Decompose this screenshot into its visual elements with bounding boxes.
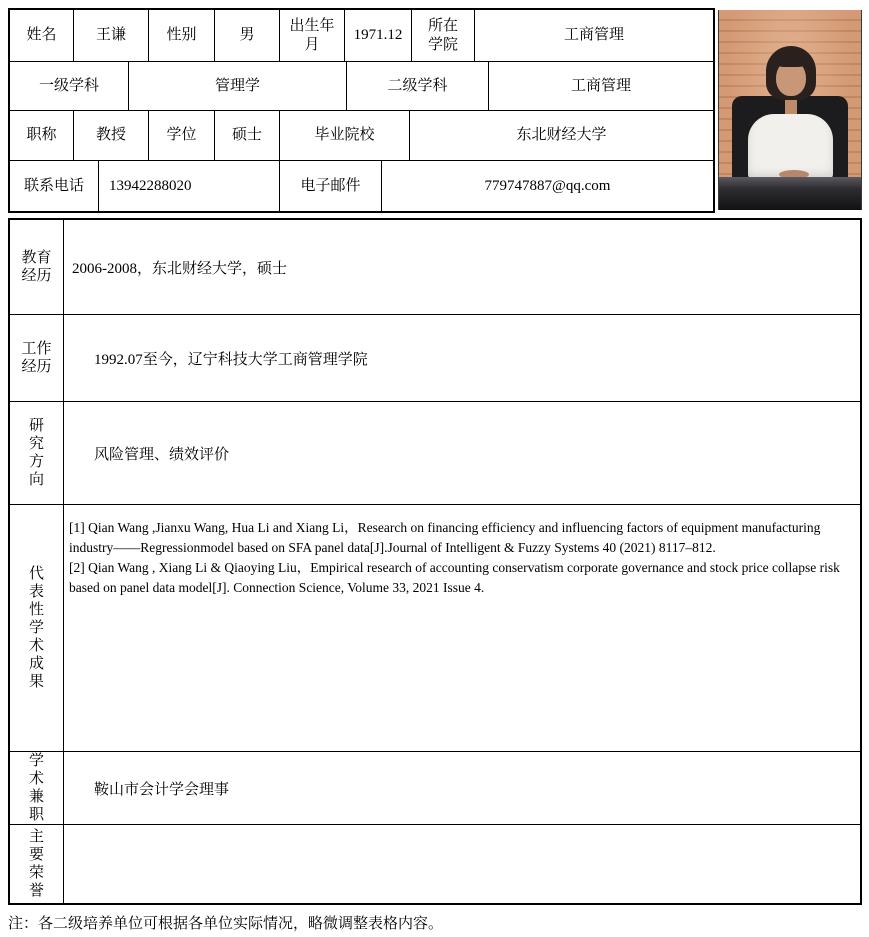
work-content: 1992.07至今，辽宁科技大学工商管理学院	[94, 351, 368, 368]
discipline2-label: 二级学科	[347, 62, 489, 110]
row-title-degree	[10, 111, 713, 161]
publications-row	[10, 505, 860, 752]
parttime-label: 学术兼职	[10, 752, 64, 824]
research-row	[10, 402, 860, 505]
graduate-label: 毕业院校	[280, 111, 410, 160]
discipline1-value: 管理学	[129, 62, 347, 110]
title-value: 教授	[74, 111, 149, 160]
college-value: 工商管理	[563, 27, 624, 44]
parttime-content: 鞍山市会计学会理事	[94, 781, 230, 798]
cv-sections-table	[8, 218, 862, 905]
desk	[719, 177, 861, 210]
birth-label: 出生年月	[280, 10, 345, 61]
degree-label: 学位	[149, 111, 215, 160]
publication-item: [1] Qian Wang ,Jianxu Wang, Hua Li and Xiang Li，Research on financing efficiency and influencing factors of equipment manufacturing industry——Regressionmodel based on SFA panel data[J].Journal of Intelligent & Fuzzy Systems 40 (2021) 8117–812.	[69, 520, 821, 555]
education-row	[10, 220, 860, 315]
personal-info-table	[8, 8, 715, 213]
education-content: 2006-2008，东北财经大学，硕士	[72, 260, 287, 277]
research-content: 风险管理、绩效评价	[94, 446, 230, 463]
honors-label: 主要荣誉	[10, 825, 64, 903]
birth-value: 1971.12	[345, 10, 412, 61]
discipline2-value: 工商管理	[570, 77, 631, 94]
publications-content	[64, 505, 860, 751]
honors-row	[10, 825, 860, 903]
degree-value: 硕士	[215, 111, 280, 160]
discipline1-label: 一级学科	[10, 62, 129, 110]
footer-note: 注：各二级培养单位可根据各单位实际情况，略微调整表格内容。	[8, 916, 444, 932]
gender-value: 男	[215, 10, 280, 61]
name-value: 王谦	[74, 10, 149, 61]
row-disciplines	[10, 62, 713, 111]
gender-label: 性别	[149, 10, 215, 61]
row-contact	[10, 161, 713, 211]
parttime-row	[10, 752, 860, 825]
work-label: 工作经历	[10, 315, 64, 401]
college-label: 所在学院	[412, 10, 475, 61]
phone-value: 13942288020	[99, 161, 280, 211]
email-label: 电子邮件	[280, 161, 382, 211]
title-label: 职称	[10, 111, 74, 160]
publications-label: 代表性学术成果	[10, 505, 64, 751]
publication-item: [2] Qian Wang , Xiang Li & Qiaoying Liu，Empirical research of accounting conservatism corporate governance and stock price collapse risk based on panel data model[J]. Connection Science, Volume 33, 2021 Issue 4.	[69, 560, 840, 595]
email-value: 779747887@qq.com	[484, 177, 611, 194]
research-label: 研究方向	[10, 402, 64, 504]
name-label: 姓名	[10, 10, 74, 61]
row-basic	[10, 10, 713, 62]
phone-label: 联系电话	[10, 161, 99, 211]
work-row	[10, 315, 860, 402]
honors-content	[64, 825, 860, 903]
profile-photo	[718, 10, 862, 210]
graduate-value: 东北财经大学	[516, 127, 607, 144]
education-label: 教育经历	[10, 220, 64, 314]
person-bangs	[774, 56, 808, 67]
